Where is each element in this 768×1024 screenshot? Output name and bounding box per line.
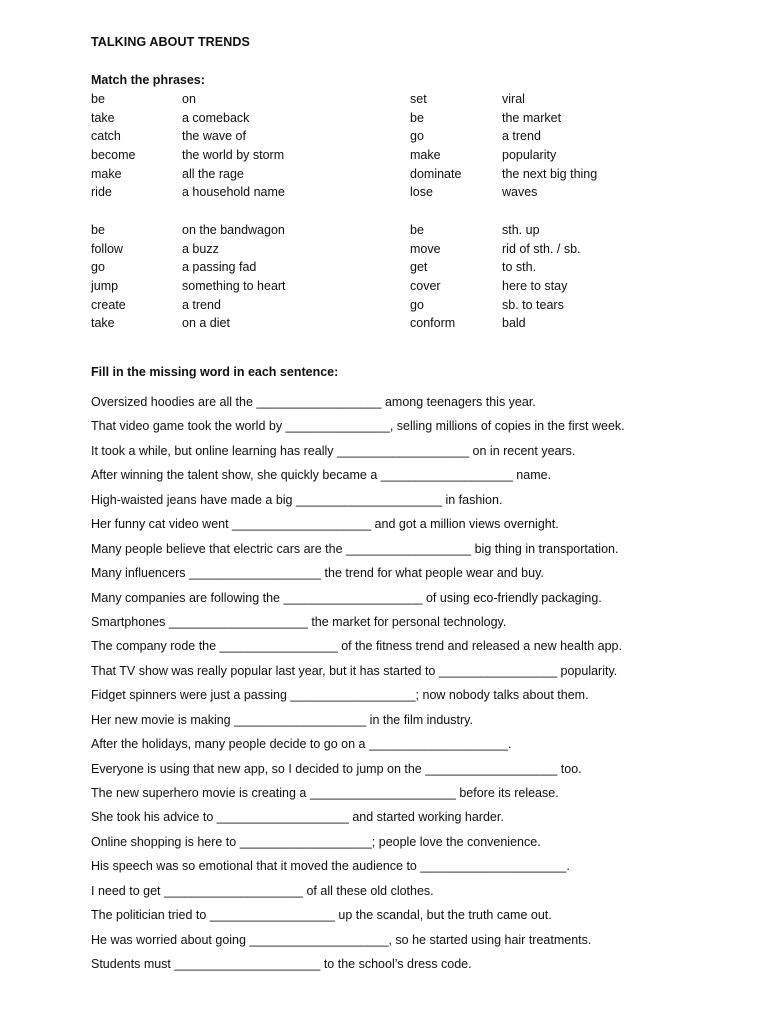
match-verb-left: take <box>91 110 115 125</box>
match-phrase-left: something to heart <box>182 279 286 294</box>
match-row <box>91 221 691 240</box>
match-verb-left: make <box>91 166 122 181</box>
worksheet-title: TALKING ABOUT TRENDS <box>91 35 250 49</box>
fill-heading: Fill in the missing word in each sentence: <box>91 365 339 379</box>
fill-sentence: I need to get ____________________ of all these old clothes. <box>91 883 434 898</box>
match-phrase-right: sth. up <box>502 223 540 237</box>
match-phrase-right: the market <box>502 110 562 125</box>
fill-sentence: The politician tried to __________________ up the scandal, but the truth came out. <box>91 908 552 923</box>
fill-sentence: Many companies are following the ____________________ of using eco-friendly packaging. <box>91 590 602 605</box>
match-phrase-left: a passing fad <box>182 260 257 275</box>
fill-sentence: Many influencers ___________________ the trend for what people wear and buy. <box>91 566 544 581</box>
match-row <box>91 127 691 146</box>
match-group-1 <box>91 90 691 202</box>
match-verb-left: be <box>91 92 105 106</box>
match-verb-right: go <box>410 297 424 312</box>
match-row <box>91 90 691 109</box>
match-row <box>91 165 691 184</box>
match-phrase-left: a buzz <box>182 241 219 256</box>
match-verb-right: lose <box>410 185 433 200</box>
match-verb-left: create <box>91 297 126 312</box>
match-verb-right: make <box>410 148 441 163</box>
match-row <box>91 258 691 277</box>
match-row <box>91 109 691 128</box>
match-verb-right: conform <box>410 316 456 331</box>
match-row <box>91 183 691 202</box>
match-phrase-right: waves <box>502 185 538 200</box>
match-phrase-left: on <box>182 92 196 106</box>
fill-sentence: Oversized hoodies are all the __________________ among teenagers this year. <box>91 395 536 409</box>
fill-sentence: That TV show was really popular last year, but it has started to _________________ popularity. <box>91 663 618 678</box>
match-verb-left: jump <box>91 279 119 294</box>
match-phrase-left: a household name <box>182 185 285 200</box>
fill-sentence: It took a while, but online learning has really ___________________ on in recent years. <box>91 443 576 458</box>
fill-sentence: Smartphones ____________________ the market for personal technology. <box>91 614 507 629</box>
match-verb-left: go <box>91 260 105 275</box>
match-verb-right: dominate <box>410 166 462 181</box>
fill-sentence: Students must _____________________ to the school’s dress code. <box>91 957 472 972</box>
match-row <box>91 240 691 259</box>
match-verb-left: ride <box>91 185 112 200</box>
match-verb-right: go <box>410 129 424 144</box>
match-verb-right: cover <box>410 279 441 294</box>
match-phrase-left: a trend <box>182 297 221 312</box>
fill-sentence: Her new movie is making ___________________ in the film industry. <box>91 712 473 727</box>
match-phrase-left: all the rage <box>182 166 244 181</box>
fill-sentence: She took his advice to ___________________ and started working harder. <box>91 810 504 825</box>
fill-sentence: Her funny cat video went ____________________ and got a million views overnight. <box>91 517 559 532</box>
match-phrase-left: the wave of <box>182 129 246 144</box>
match-phrase-left: on the bandwagon <box>182 223 285 237</box>
fill-sentence: Online shopping is here to ___________________; people love the convenience. <box>91 834 541 849</box>
match-phrase-right: rid of sth. / sb. <box>502 241 581 256</box>
fill-sentence: The company rode the _________________ of the fitness trend and released a new health app. <box>91 639 622 654</box>
fill-sentence: Fidget spinners were just a passing __________________; now nobody talks about them. <box>91 688 589 703</box>
match-verb-left: catch <box>91 129 121 144</box>
match-verb-right: get <box>410 260 428 275</box>
match-row <box>91 314 691 333</box>
match-row <box>91 277 691 296</box>
match-verb-left: follow <box>91 241 123 256</box>
match-group-2 <box>91 221 691 333</box>
fill-sentence: The new superhero movie is creating a _____________________ before its release. <box>91 786 559 800</box>
match-phrase-right: here to stay <box>502 279 568 294</box>
match-verb-left: take <box>91 316 115 331</box>
fill-sentence: High-waisted jeans have made a big _____________________ in fashion. <box>91 492 503 507</box>
fill-sentence: His speech was so emotional that it moved the audience to _____________________. <box>91 859 570 874</box>
fill-sentence: That video game took the world by _______________, selling millions of copies in the first week. <box>91 419 625 434</box>
match-verb-left: become <box>91 148 136 163</box>
fill-sentence: Many people believe that electric cars are the __________________ big thing in transportation. <box>91 541 619 556</box>
match-verb-right: be <box>410 223 424 237</box>
match-phrase-right: a trend <box>502 129 541 144</box>
match-phrase-left: the world by storm <box>182 148 285 163</box>
fill-sentence: Everyone is using that new app, so I decided to jump on the ___________________ too. <box>91 761 582 776</box>
fill-sentence: After the holidays, many people decide to go on a ____________________. <box>91 737 512 752</box>
match-verb-right: set <box>410 92 427 106</box>
match-phrase-left: on a diet <box>182 316 230 331</box>
match-phrase-right: the next big thing <box>502 166 598 181</box>
fill-sentences-list <box>91 390 711 977</box>
match-phrase-left: a comeback <box>182 110 250 125</box>
match-phrase-right: to sth. <box>502 260 537 275</box>
match-phrase-right: sb. to tears <box>502 297 564 312</box>
match-heading: Match the phrases: <box>91 73 205 87</box>
match-row <box>91 296 691 315</box>
match-verb-right: be <box>410 110 424 125</box>
match-phrase-right: popularity <box>502 148 557 163</box>
match-verb-left: be <box>91 223 105 237</box>
match-phrase-right: viral <box>502 92 525 106</box>
fill-sentence: He was worried about going ____________________, so he started using hair treatments. <box>91 932 592 947</box>
match-phrase-right: bald <box>502 316 526 331</box>
match-row <box>91 146 691 165</box>
match-verb-right: move <box>410 241 441 256</box>
fill-sentence: After winning the talent show, she quickly became a ___________________ name. <box>91 468 552 483</box>
